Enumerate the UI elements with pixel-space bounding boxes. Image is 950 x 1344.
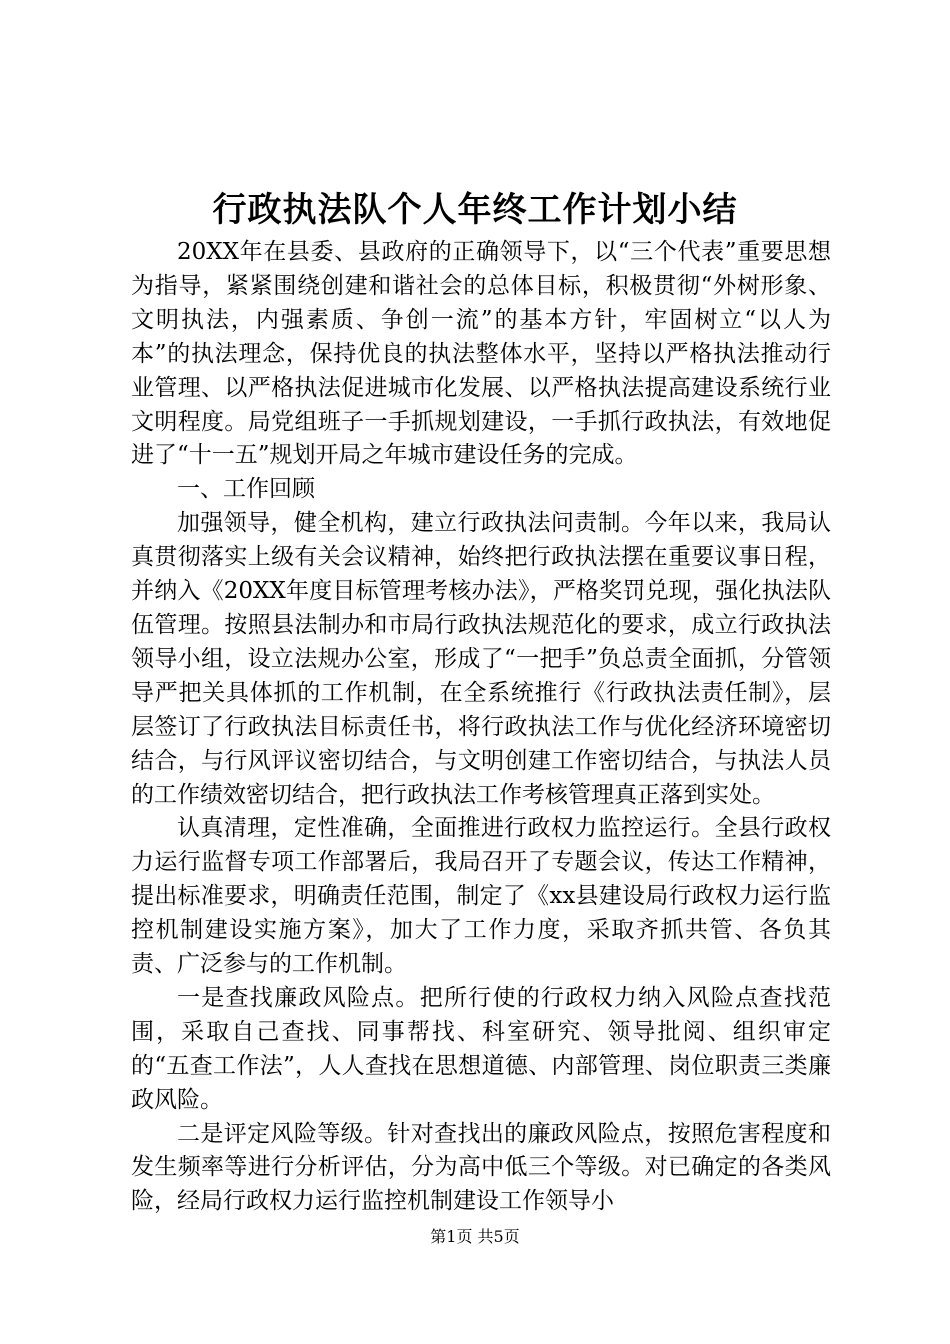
page-footer: 第1页 共5页 bbox=[430, 1227, 520, 1246]
paragraph-power-monitoring: 认真清理，定性准确，全面推进行政权力监控运行。全县行政权力运行监督专项工作部署后，我局召开了专题会议，传达工作精神，提出标准要求，明确责任范围，制定了《xx县建设局行政权力运行监控机制建设实施方案》，加大了工作力度，采取齐抓共管、各负其责、广泛参与的工作机制。 bbox=[131, 815, 831, 978]
document-title: 行政执法队个人年终工作计划小结 bbox=[212, 190, 738, 230]
document-body bbox=[131, 236, 831, 1219]
section-heading-work-review: 一、工作回顾 bbox=[177, 476, 315, 503]
paragraph-leadership: 加强领导，健全机构，建立行政执法问责制。今年以来，我局认真贯彻落实上级有关会议精神，始终把行政执法摆在重要议事日程，并纳入《20XX年度目标管理考核办法》，严格奖罚兑现，强化执法队伍管理。按照县法制办和市局行政执法规范化的要求，成立行政执法领导小组，设立法规办公室，形成了“一把手”负总责全面抓，分管领导严把关具体抓的工作机制，在全系统推行《行政执法责任制》，层层签订了行政执法目标责任书，将行政执法工作与优化经济环境密切结合，与行风评议密切结合，与文明创建工作密切结合，与执法人员的工作绩效密切结合，把行政执法工作考核管理真正落到实处。 bbox=[131, 510, 831, 808]
paragraph-risk-levels: 二是评定风险等级。针对查找出的廉政风险点，按照危害程度和发生频率等进行分析评估，分为高中低三个等级。对已确定的各类风险，经局行政权力运行监控机制建设工作领导小 bbox=[131, 1120, 831, 1215]
paragraph-intro: 20XX年在县委、县政府的正确领导下，以“三个代表”重要思想为指导，紧紧围绕创建和谐社会的总体目标，积极贯彻“外树形象、文明执法，内强素质、争创一流”的基本方针，牢固树立“以人为本”的执法理念，保持优良的执法整体水平，坚持以严格执法推动行业管理、以严格执法促进城市化发展、以严格执法提高建设系统行业文明程度。局党组班子一手抓规划建设，一手抓行政执法，有效地促进了“十一五”规划开局之年城市建设任务的完成。 bbox=[131, 239, 831, 469]
paragraph-risk-points: 一是查找廉政风险点。把所行使的行政权力纳入风险点查找范围，采取自己查找、同事帮找、科室研究、领导批阅、组织审定的“五查工作法”，人人查找在思想道德、内部管理、岗位职责三类廉政风险。 bbox=[131, 984, 831, 1113]
